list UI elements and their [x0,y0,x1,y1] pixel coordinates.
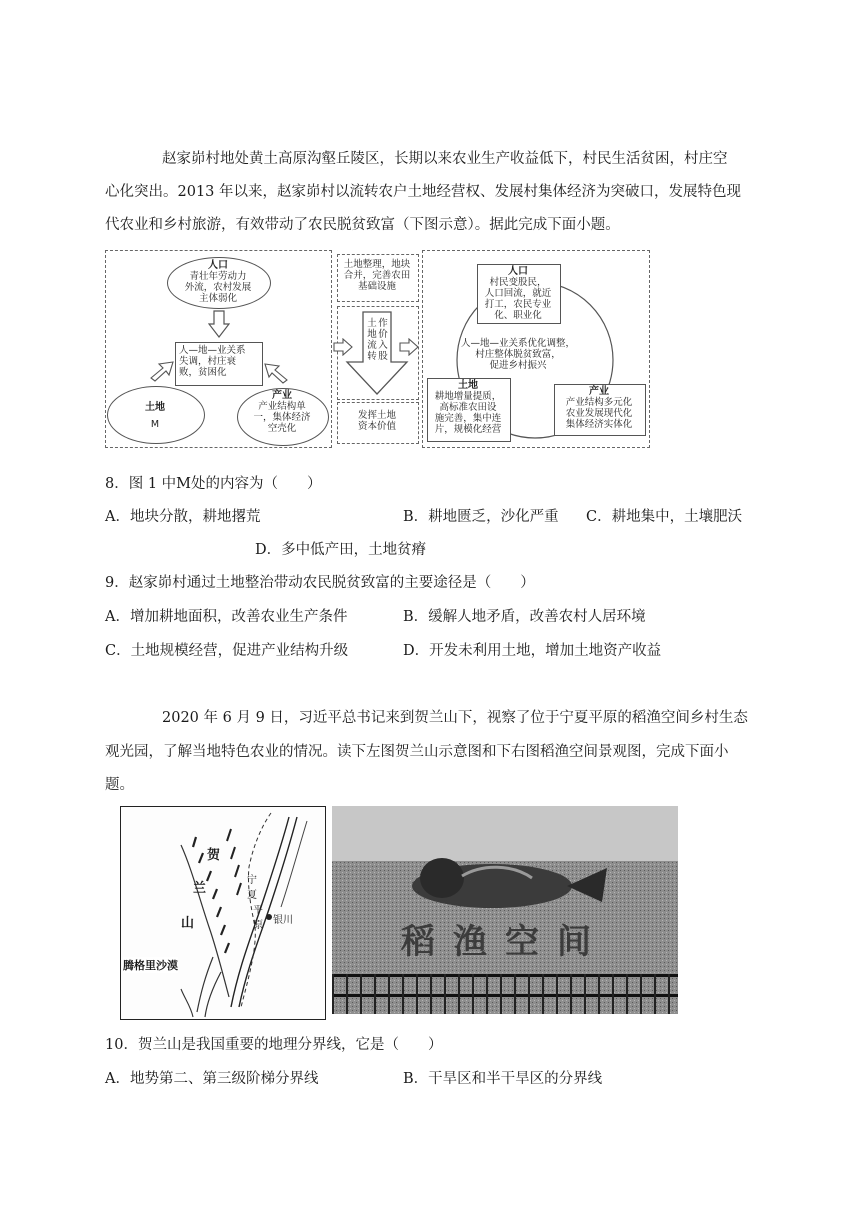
flow-diagram [105,250,650,448]
up-left-arrow-icon [263,362,289,384]
right-center-node [451,338,585,371]
q8-option-d[interactable]: D．多中低产田，土地贫瘠 [255,542,427,558]
right-land-line: 片，规模化经营 [434,424,502,435]
middle-top-line: 土地整理，地块 [343,259,411,270]
right-land-line: 耕地增量提质， [434,391,502,402]
q9-option-d[interactable]: D．开发未利用土地，增加土地资产收益 [403,643,662,659]
middle-bottom-line: 资本价值 [357,421,396,432]
left-relation-node [175,345,265,378]
right-arrow-icon [333,338,353,356]
arrow-char: 作 [378,318,388,329]
right-population-line: 人口回流，就近 [484,288,552,299]
middle-top-node [337,259,417,292]
left-relation-line: 败，贫困化 [179,367,227,378]
q9-option-b[interactable]: B．缓解人地矛盾，改善农村人居环境 [403,609,646,625]
arrow-char: 流 [367,340,377,351]
down-arrow-icon [208,310,230,338]
right-industry-line: 农业发展现代化 [565,408,633,419]
passage1-line3: 代农业和乡村旅游，有效带动了农民脱贫致富（下图示意）。据此完成下面小题。 [105,217,620,233]
left-population-node [167,260,269,304]
map-char: 兰 [193,881,207,896]
map-plain-label [247,873,263,933]
left-relation-line: 人—地—业关系 [179,345,246,356]
map-char: 夏 [247,890,257,901]
right-population-node [477,266,559,321]
right-arrow-icon [399,338,419,356]
arrow-text-col2 [378,318,388,362]
left-population-line: 青壮年劳动力 [189,271,247,282]
map-mountain-label [181,847,221,932]
left-population-title: 人口 [208,260,228,271]
q10-option-a[interactable]: A．地势第二、第三级阶梯分界线 [105,1071,319,1087]
left-industry-title: 产业 [272,390,292,401]
passage2-line2: 观光园，了解当地特色农业的情况。读下左图贺兰山示意图和下右图稻渔空间景观图，完成下面小 [105,744,729,760]
left-land-node [107,402,203,430]
photo-sign-text: 稻渔空间 [401,922,609,962]
map-char: 平 [253,905,263,916]
rice-fish-landscape-photo [332,806,678,1014]
left-industry-node [237,390,327,434]
q8-option-b[interactable]: B．耕地匮乏，沙化严重 [403,509,559,525]
arrow-char: 价 [378,329,388,340]
q9-option-a[interactable]: A．增加耕地面积，改善农业生产条件 [105,609,348,625]
middle-top-line: 合并，完善农田 [343,270,411,281]
map-desert-label: 腾格里沙漠 [123,959,178,972]
right-land-line: 施完善，集中连 [434,413,502,424]
right-land-node [427,380,509,435]
middle-top-line: 基础设施 [357,281,396,292]
arrow-char: 股 [378,351,388,362]
arrow-char: 转 [367,351,377,362]
q10-stem: 10．贺兰山是我国重要的地理分界线，它是（ ） [105,1037,443,1053]
q8-option-a[interactable]: A．地块分散，耕地撂荒 [105,509,261,525]
arrow-char: 入 [378,340,388,351]
right-population-title: 人口 [508,266,528,277]
q8-stem: 8．图 1 中M处的内容为（ ） [105,476,322,492]
right-population-line: 化、职业化 [494,310,542,321]
right-center-line: 促进乡村振兴 [489,360,547,371]
q8-option-c[interactable]: C．耕地集中，土壤肥沃 [586,509,743,525]
left-industry-line: 空壳化 [267,423,297,434]
middle-bottom-node [337,410,417,432]
q9-option-c[interactable]: C．土地规模经营，促进产业结构升级 [105,643,349,659]
middle-bottom-line: 发挥土地 [357,410,396,421]
right-population-line: 打工，农民专业 [484,299,552,310]
right-industry-line: 产业结构多元化 [565,397,633,408]
right-land-title: 土地 [458,380,478,391]
helan-mountain-map [120,806,326,1020]
q9-stem: 9．赵家峁村通过土地整治带动农民脱贫致富的主要途径是（ ） [105,575,535,591]
left-industry-line: 一，集体经济 [253,412,311,423]
map-drawing [121,807,325,1019]
right-center-line: 人—地—业关系优化调整， [460,338,575,349]
map-city-label: 银川 [273,915,293,926]
up-right-arrow-icon [149,360,175,382]
passage2-line3: 题。 [105,777,134,793]
right-industry-node [554,386,644,430]
map-char: 贺 [207,848,221,863]
left-population-line: 主体弱化 [198,293,237,304]
right-center-line: 村庄整体脱贫致富， [475,349,561,360]
left-industry-line: 产业结构单 [258,401,306,412]
map-char: 原 [253,920,263,931]
passage1-line1: 赵家峁村地处黄土高原沟壑丘陵区，长期以来农业生产收益低下，村民生活贫困，村庄空 [162,151,728,167]
right-land-line: 高标准农田设 [439,402,497,413]
right-industry-title: 产业 [589,386,609,397]
arrow-text-col1 [367,318,377,362]
arrow-char: 土 [367,318,377,329]
right-industry-line: 集体经济实体化 [565,419,633,430]
left-land-m: M [150,419,160,430]
passage1-line2: 心化突出。2013 年以来，赵家峁村以流转农户土地经营权、发展村集体经济为突破口，发展特色现 [105,184,742,200]
map-char: 山 [181,916,195,931]
right-population-line: 村民变股民， [489,277,547,288]
left-population-line: 外流，农村发展 [184,282,252,293]
passage2-line1: 2020 年 6 月 9 日，习近平总书记来到贺兰山下，视察了位于宁夏平原的稻渔空间乡村生态 [162,710,748,726]
photo-drawing [332,806,678,1014]
q10-option-b[interactable]: B．干旱区和半干旱区的分界线 [403,1071,603,1087]
left-land-title: 土地 [145,402,165,413]
left-relation-line: 失调，村庄衰 [179,356,237,367]
arrow-char: 地 [367,329,377,340]
map-char: 宁 [247,875,257,886]
